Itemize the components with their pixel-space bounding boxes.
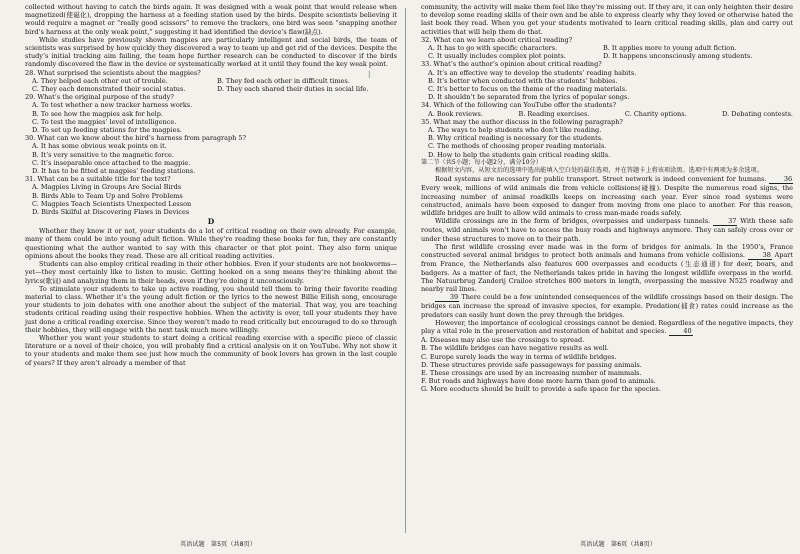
question-stem: 32. What can we learn about critical reading? bbox=[421, 35, 573, 44]
cloze-text: With these safe routes, wild animals won’t have to access the busy roads and highways anymore. They can safely cross over or under these structures to move on to their path. bbox=[421, 217, 793, 243]
blank-37: 37 bbox=[713, 217, 737, 226]
option-a: A. It’s an effective way to develop the students’ reading habits. bbox=[428, 68, 637, 77]
section-d-heading: D bbox=[207, 217, 215, 227]
blank-38: 38 bbox=[748, 251, 772, 260]
cloze-paragraph bbox=[421, 293, 793, 319]
page-footer-left: 英语试题 第5页（共8页） bbox=[180, 541, 256, 548]
option-d: D. It happens unconsciously among students. bbox=[603, 52, 753, 61]
column-divider bbox=[405, 8, 406, 533]
option-c: C. They each demonstrated their social status. bbox=[32, 85, 186, 94]
question-stem: 28. What surprised the scientists about the magpies? bbox=[25, 68, 201, 77]
cloze-text: Apart from France, the Netherlands also features 600 overpasses and ecoducts (生态通道) for deer, boars, and badgers. As a matter of fact, the Netherlands takes pride in having the longest wildlife overpass in the world. The Natuurbrug Zanderij Crailoo stretches 800 meters in length, overpassing the massive N525 roadway and nearby rail lines. bbox=[421, 251, 794, 293]
option-b: B. Birds Able to Team Up and Solve Problems bbox=[32, 191, 183, 200]
question-stem: 33. What’s the author’s opinion about critical reading? bbox=[421, 60, 602, 69]
option-g: G. More ecoducts should be built to provide a safe space for the species. bbox=[421, 385, 661, 394]
passage-c-paragraph: While studies have previously shown magpies are particularly intelligent and social birds, the team of scientists was surprised by how quickly they discovered a way to team up and get rid of the devices. Despite the study’s initial tracking aim failing, the team hope further research can be conducted to discover if the birds randomly discovered the flaw in the device or systematically worked at it until they found the key weak point. bbox=[25, 35, 397, 69]
cloze-paragraph bbox=[421, 217, 793, 243]
section-2-title: 第二节（共5小题；每小题2分，满分10分） bbox=[421, 158, 542, 166]
option-f: F. But roads and highways have done more harm than good to animals. bbox=[421, 377, 656, 386]
question-30 bbox=[25, 134, 397, 175]
passage-d-paragraph: Whether they know it or not, your students do a lot of critical reading on their own already. For example, many of them could be into young adult fiction. While they’re reading these books for fun, they are constantly questioning what the author wanted to say with this character or that plot point. They also form unique opinions about the books they read. These are all critical reading activities. bbox=[25, 227, 397, 260]
option-c: C. It’s inseparable once attached to the magpie. bbox=[32, 158, 191, 167]
question-31 bbox=[25, 175, 397, 216]
option-d: D. It has to be fitted at magpies’ feeding stations. bbox=[32, 167, 196, 176]
option-b: B. They fed each other in difficult times. bbox=[217, 76, 350, 85]
option-a: A. To test whether a new tracker harness works. bbox=[32, 101, 193, 110]
option-a: A. Book reviews. bbox=[428, 109, 483, 118]
option-a: A. It has to go with specific characters. bbox=[428, 44, 558, 53]
option-b: B. It applies more to young adult fiction. bbox=[603, 44, 737, 53]
option-b: B. It’s better when conducted with the students’ hobbies. bbox=[428, 76, 618, 85]
option-d: D. How to help the students gain critical reading skills. bbox=[428, 150, 611, 159]
question-33 bbox=[421, 60, 793, 101]
option-a: A. It has some obvious weak points on it. bbox=[32, 142, 167, 151]
cloze-text: The first wildlife crossing ever made was in the form of bridges for animals. In the 1950’s, France constructed several animal bridges to protect both animals and humans from vehicle collisions. bbox=[421, 242, 793, 260]
cloze-paragraph bbox=[421, 243, 793, 293]
passage-d-paragraph: community, the activity will make them feel like they’re missing out. If they are, it can only heighten their desire to develop some reading skills of their own and be able to express clearly why they loved or otherwise hated the last book they read. When you get your students motivated to learn critical reading skills, plan and carry out activities that will help them do that. bbox=[421, 3, 793, 36]
option-d: D. To set up feeding stations for the magpies. bbox=[32, 126, 182, 135]
option-d: D. Debating contests. bbox=[722, 109, 793, 118]
option-b: B. Why critical reading is necessary for the students. bbox=[428, 134, 604, 143]
option-a: A. Magpies Living in Groups Are Social Birds bbox=[32, 183, 182, 192]
option-c: C. To test the magpies’ level of intelligence. bbox=[32, 117, 177, 126]
question-stem: 35. What may the author discuss in the following paragraph? bbox=[421, 117, 623, 126]
page-footer-right: 英语试题 第6页（共8页） bbox=[580, 541, 656, 548]
option-d: D. These structures provide safe passageways for passing animals. bbox=[421, 360, 642, 369]
cloze-text: Wildlife crossings are in the form of bridges, overpasses and underpass tunnels. bbox=[435, 217, 711, 226]
cloze-text: Road systems are necessary for public transport. Street network is indeed convenient for humans. bbox=[435, 175, 767, 184]
option-a: A. They helped each other out of trouble. bbox=[32, 76, 168, 85]
blank-36: 36 bbox=[769, 175, 793, 184]
option-c: C. It usually includes complex plot points. bbox=[428, 52, 566, 61]
right-column bbox=[421, 3, 793, 394]
passage-d-paragraph: Students can also employ critical reading in their other hobbies. Even if your students are not bookworms—yet—they most certainly like to listen to music. Getting hooked on a song means they’re thinking about the lyrics(歌词) and analyzing them in their heads, even if they’re doing it unconsciously. bbox=[25, 260, 397, 285]
option-b: B. To see how the magpies ask for help. bbox=[32, 109, 163, 118]
option-d: D. They each shared their duties in social life. bbox=[217, 85, 369, 94]
cloze-text: There could be a few unintended consequences of the wildlife crossings based on their design. The bridges can increase the spread of invasive species, for example. Predation(捕食) rates could increase as the predators can easily hunt down the prey through the bridges. bbox=[421, 293, 793, 319]
cloze-options bbox=[421, 336, 793, 393]
option-b: B. Reading exercises. bbox=[518, 109, 590, 118]
question-stem: 34. Which of the following can YouTube offer the students? bbox=[421, 101, 616, 110]
cloze-text: Every week, millions of wild animals die from vehicle collisions(碰撞). Despite the numerous road signs, the increasing number of animal roadkills keeps on increasing each year. Ever since road systems were constructed, animals have been exposed to danger from moving from one place to another. For this reason, wildlife bridges are built to allow wild animals to cross man-made roads safely. bbox=[421, 184, 793, 218]
option-c: C. Charity options. bbox=[624, 109, 687, 118]
left-column bbox=[25, 3, 397, 367]
option-c: C. It’s better to focus on the theme of the reading materials. bbox=[428, 85, 628, 94]
question-28 bbox=[25, 69, 397, 94]
passage-d-paragraph: To stimulate your students to take up active reading, you should tell them to bring their favorite reading material to class. Whether it’s the young adult fiction or the lyrics to the newest Billie Eilish song, encourage your students to join debates with one another about the subject of the material. That way, you are teaching students critical reading using their respective hobbies. When the activity is over, tell your students they have just done a critical reading exercise. Since they weren’t made to read critically but encouraged to do so through their hobbies, they will engage with the next task much more willingly. bbox=[25, 284, 397, 334]
passage-c-paragraph: collected without having to catch the birds again. It was designed with a weak point that would release when magnetized(使磁化), dropping the harness at a feeding station used by the birds. Despite scientists believing it would require a magnet or “really good scissors” to remove the trackers, one bird was seen “snapping another bird’s harness at the only weak point,” suggesting it had identified the device’s flaw(缺点). bbox=[25, 3, 397, 36]
question-34 bbox=[421, 101, 793, 117]
option-c: C. Magpies Teach Scientists Unexpected Lesson bbox=[32, 199, 192, 208]
question-32 bbox=[421, 36, 793, 61]
option-b: B. The wildlife bridges can have negative results as well. bbox=[421, 344, 609, 353]
option-d: D. Birds Skilful at Discovering Flaws in Devices bbox=[32, 208, 190, 217]
cloze-paragraph bbox=[421, 319, 793, 336]
option-c: C. The methods of choosing proper reading materials. bbox=[428, 142, 607, 151]
option-c: C. Europe surely leads the way in terms of wildlife bridges. bbox=[421, 352, 617, 361]
question-stem: 29. What’s the original purpose of the study? bbox=[25, 93, 174, 102]
option-a: A. Diseases may also use the crossings to spread. bbox=[421, 336, 585, 345]
question-29 bbox=[25, 93, 397, 134]
passage-d-paragraph: Whether you want your students to start doing a critical reading exercise with a specific piece of classic literature or a novel of their choice, you will probably find a critical analysis on it on YouTube. Why not show it to your students and make them see just how much the community of book lovers has grown in the last couple of years? If they aren’t already a member of that bbox=[25, 333, 397, 367]
option-b: B. It’s very sensitive to the magnetic force. bbox=[32, 150, 174, 159]
margin-mark: | bbox=[368, 70, 371, 78]
option-e: E. These crossings are used by an increasing number of mammals. bbox=[421, 368, 642, 377]
option-d: D. It shouldn’t be separated from the lyrics of popular songs. bbox=[428, 93, 630, 102]
question-stem: 31. What can be a suitable title for the text? bbox=[25, 175, 171, 184]
blank-40: 40 bbox=[669, 327, 693, 336]
cloze-paragraph bbox=[421, 175, 793, 217]
cloze-text: However, the importance of ecological crossings cannot be denied. Regardless of the negative impacts, they play a vital role in the preservation and restoration of habitat and species. bbox=[421, 318, 793, 335]
section-2-instructions: 根据短文内容，从短文后的选项中选出能填入空白处的最佳选项，并在答题卡上将该项涂黑。选项中有两项为多余选项。 bbox=[435, 167, 763, 175]
question-stem: 30. What can we know about the bird’s harness from paragraph 5? bbox=[25, 134, 247, 143]
blank-39: 39 bbox=[435, 293, 459, 302]
option-a: A. The ways to help students who don’t like reading. bbox=[428, 126, 602, 135]
question-35 bbox=[421, 118, 793, 159]
